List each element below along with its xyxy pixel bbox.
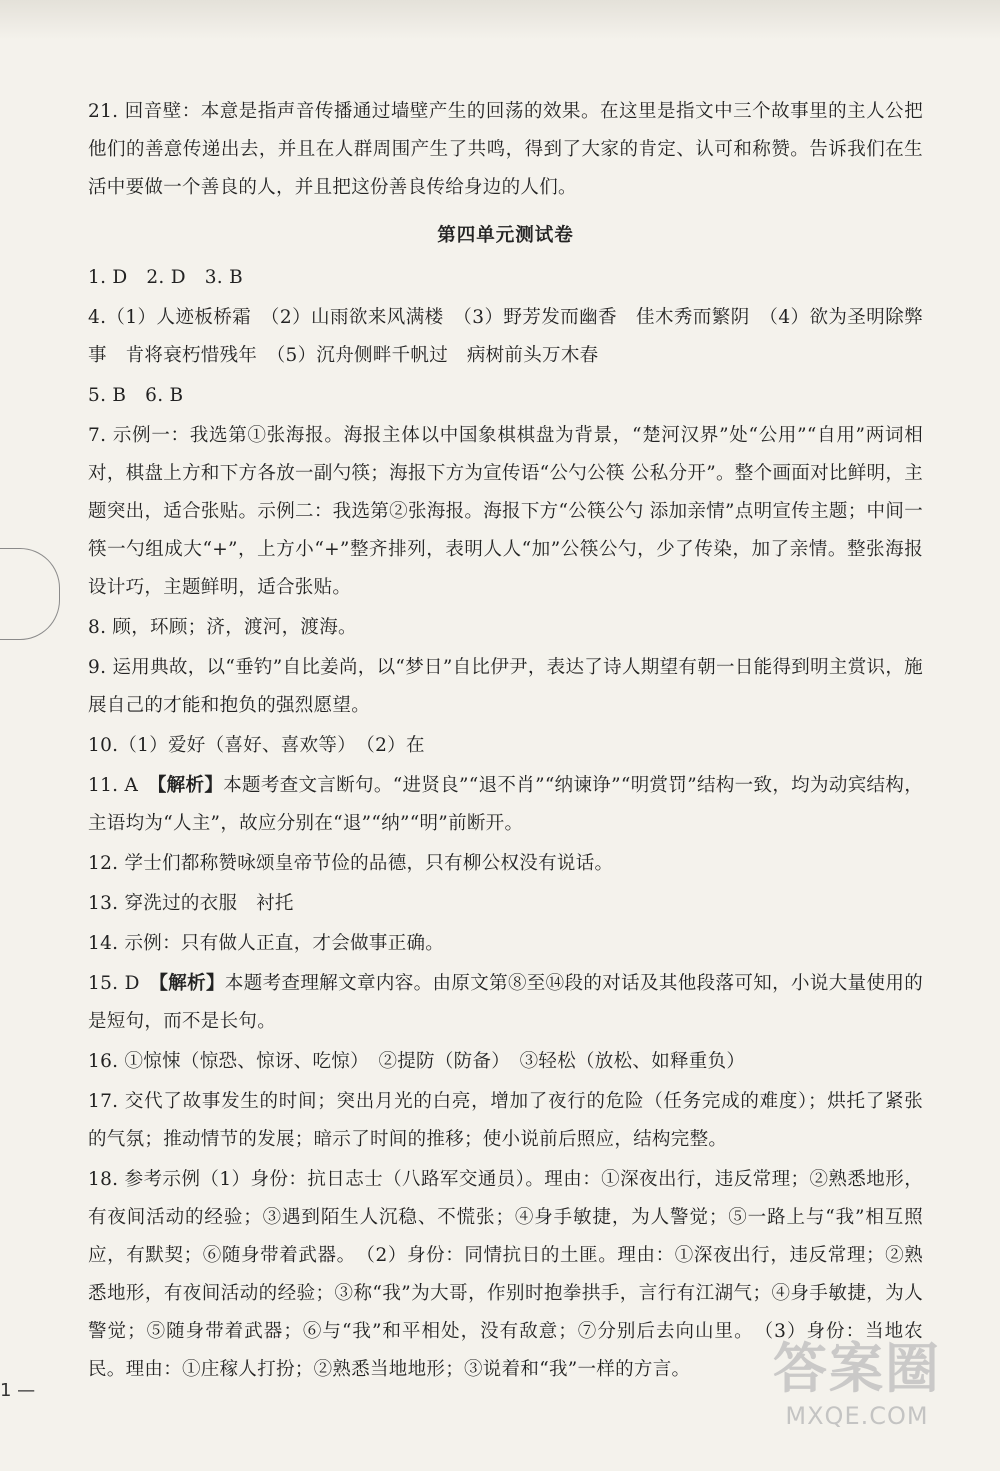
answer-11-text: 本题考查文言断句。“进贤良”“退不肖”“纳谏诤”“明赏罚”结构一致，均为动宾结构，主语均为“人主”，故应分别在“退”“纳”“明”前断开。	[88, 775, 924, 834]
answer-17: 17. 交代了故事发生的时间；突出月光的白亮，增加了夜行的危险（任务完成的难度）；烘托了紧张的气氛；推动情节的发展；暗示了时间的推移；使小说前后照应，结构完整。	[88, 1091, 923, 1150]
answer-15	[88, 965, 923, 1041]
answer-21: 21. 回音壁：本意是指声音传播通过墙壁产生的回荡的效果。在这里是指文中三个故事里的主人公把他们的善意传递出去，并且在人群周围产生了共鸣，得到了大家的肯定、认可和称赞。告诉我们在生活中要做一个善良的人，并且把这份善良传给身边的人们。	[88, 101, 923, 198]
section-heading: 第四单元测试卷	[437, 225, 574, 246]
analysis-tag: 【解析】	[157, 775, 224, 796]
watermark-logo: 答案圈	[773, 1337, 941, 1400]
watermark-url: MXQE.COM	[785, 1402, 929, 1430]
answer-9: 9. 运用典故，以“垂钓”自比姜尚，以“梦日”自比伊尹，表达了诗人期望有朝一日能得到明主赏识，施展自己的才能和抱负的强烈愿望。	[88, 657, 923, 716]
answer-18: 18. 参考示例（1）身份：抗日志士（八路军交通员）。理由：①深夜出行，违反常理；②熟悉地形，有夜间活动的经验；③遇到陌生人沉稳、不慌张；④身手敏捷，为人警觉；⑤一路上与“我”相互照应，有默契；⑥随身带着武器。 （2）身份：同情抗日的土匪。理由：①深夜出行，违反常理；②熟悉地形，有夜间活动的经验；③称“我”为大哥，作别时抱拳拱手，言行有江湖气；④身手敏捷，为人警觉；⑤随身带着武器；⑥与“我”和平相处，没有敌意；⑦分别后去向山里。 （3）身份：当地农民。理由：①庄稼人打扮；②熟悉当地地形；③说着和“我”一样的方言。	[88, 1169, 923, 1380]
answer-12: 12. 学士们都称赞咏颂皇帝节俭的品德，只有柳公权没有说话。	[88, 853, 614, 874]
answer-5-6: 5. B 6. B	[88, 385, 184, 406]
site-watermark	[752, 1337, 962, 1447]
answer-7: 7. 示例一：我选第①张海报。海报主体以中国象棋棋盘为背景，“楚河汉界”处“公用”“自用”两词相对，棋盘上方和下方各放一副勺筷；海报下方为宣传语“公勺公筷 公私分开”。整个画面对比鲜明，主题突出，适合张贴。示例二：我选第②张海报。海报下方“公筷公勺 添加亲情”点明宣传主题；中间一筷一勺组成大“+”，上方小“+”整齐排列，表明人人“加”公筷公勺，少了传染，加了亲情。整张海报设计巧，主题鲜明，适合张贴。	[88, 425, 923, 598]
answer-content	[88, 93, 923, 1391]
answer-11	[88, 767, 923, 843]
margin-stamp	[0, 548, 60, 640]
answer-10: 10.（1）爱好（喜好、喜欢等） （2）在	[88, 735, 425, 756]
answer-1-3: 1. D 2. D 3. B	[88, 267, 244, 288]
answer-8: 8. 顾，环顾；济，渡河，渡海。	[88, 617, 357, 638]
answer-16: 16. ①惊悚（惊恐、惊讶、吃惊） ②提防（防备） ③轻松（放松、如释重负）	[88, 1051, 746, 1072]
answer-11-prefix: 11. A	[88, 775, 158, 796]
answer-15-prefix: 15. D	[88, 973, 159, 994]
page-number: 1 —	[0, 1380, 36, 1401]
analysis-tag: 【解析】	[158, 973, 225, 994]
answer-4: 4.（1）人迹板桥霜 （2）山雨欲来风满楼 （3）野芳发而幽香 佳木秀而繁阴 （4）欲为圣明除弊事 肯将衰朽惜残年 （5）沉舟侧畔千帆过 病树前头万木春	[88, 307, 923, 366]
scan-shadow	[0, 0, 1000, 40]
answer-14: 14. 示例：只有做人正直，才会做事正确。	[88, 933, 445, 954]
answer-13: 13. 穿洗过的衣服 衬托	[88, 893, 294, 914]
answer-15-text: 本题考查理解文章内容。由原文第⑧至⑭段的对话及其他段落可知，小说大量使用的是短句，而不是长句。	[88, 973, 924, 1032]
